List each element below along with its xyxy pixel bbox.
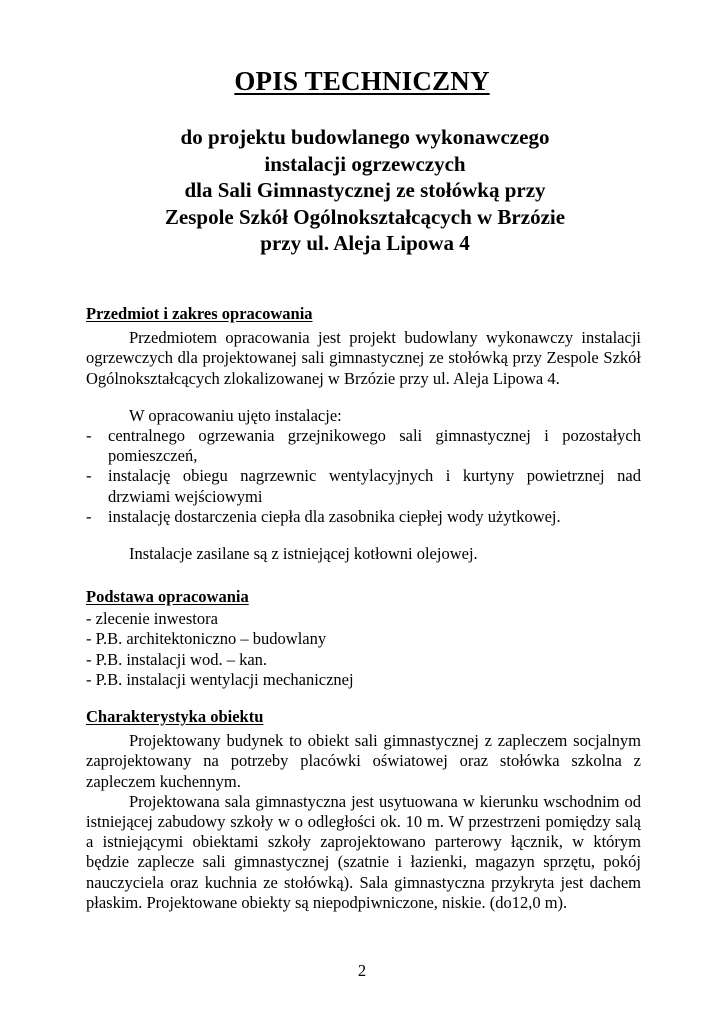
list-item xyxy=(86,466,641,506)
list-item-text: centralnego ogrzewania grzejnikowego sali gimnastycznej i pozostałych pomieszczeń, xyxy=(108,426,641,466)
section-heading-characteristics: Charakterystyka obiektu xyxy=(86,707,264,726)
scope-note: Instalacje zasilane są z istniejącej kotłowni olejowej. xyxy=(129,544,478,564)
section-heading-basis: Podstawa opracowania xyxy=(86,587,249,606)
list-item-text: instalację obiegu nagrzewnic wentylacyjnych i kurtyny powietrznej nad drzwiami wejściowymi xyxy=(108,466,641,506)
subtitle-line: dla Sali Gimnastycznej ze stołówką przy xyxy=(184,178,546,202)
list-item xyxy=(86,426,641,466)
subtitle-line: Zespole Szkół Ogólnokształcących w Brzózie xyxy=(164,204,566,229)
scope-paragraph: Przedmiotem opracowania jest projekt budowlany wykonawczy instalacji ogrzewczych dla projektowanej sali gimnastycznej ze stołówką przy Zespole Szkół Ogólnokształcących zlokalizowanej w Brzózie przy ul. Aleja Lipowa 4. xyxy=(86,328,641,388)
characteristics-paragraph-1: Projektowany budynek to obiekt sali gimnastycznej z zapleczem socjalnym zaprojektowany na potrzeby placówki oświatowej oraz stołówka szkolna z zapleczem kuchennym. xyxy=(86,731,641,791)
dash-bullet: - xyxy=(86,426,92,446)
page-number: 2 xyxy=(357,961,367,980)
section-basis xyxy=(86,587,641,690)
list-item: - P.B. instalacji wod. – kan. xyxy=(86,649,268,669)
scope-intro: W opracowaniu ujęto instalacje: xyxy=(129,405,342,425)
section-scope xyxy=(86,304,641,564)
installations-list xyxy=(86,426,641,527)
document-subtitle xyxy=(100,124,630,257)
dash-bullet: - xyxy=(86,506,92,526)
list-item: - zlecenie inwestora xyxy=(86,609,218,629)
dash-bullet: - xyxy=(86,466,92,486)
subtitle-line: do projektu budowlanego wykonawczego xyxy=(180,125,550,149)
section-heading-scope: Przedmiot i zakres opracowania xyxy=(86,304,313,323)
list-item xyxy=(86,507,641,527)
basis-list xyxy=(86,609,641,690)
subtitle-line: przy ul. Aleja Lipowa 4 xyxy=(260,231,470,255)
subtitle-line: instalacji ogrzewczych xyxy=(264,151,466,176)
list-item: - P.B. instalacji wentylacji mechanicznej xyxy=(86,669,354,689)
list-item-text: instalację dostarczenia ciepła dla zasobnika ciepłej wody użytkowej. xyxy=(108,506,561,526)
list-item: - P.B. architektoniczno – budowlany xyxy=(86,629,327,649)
document-title: OPIS TECHNICZNY xyxy=(234,66,490,96)
section-characteristics xyxy=(86,707,641,913)
characteristics-paragraph-2: Projektowana sala gimnastyczna jest usytuowana w kierunku wschodnim od istniejącej zabudowy szkoły w o odległości ok. 10 m. W przestrzeni pomiędzy salą a istniejącymi obiektami szkoły zaprojektowano parterowy łącznik, w którym będzie zaplecze sali gimnastycznej (szatnie i łazienki, magazyn sprzętu, pokój nauczyciela oraz kuchnia ze stołówką). Sala gimnastyczna przykryta jest dachem płaskim. Projektowane obiekty są niepodpiwniczone, niskie. (do12,0 m). xyxy=(86,791,641,912)
